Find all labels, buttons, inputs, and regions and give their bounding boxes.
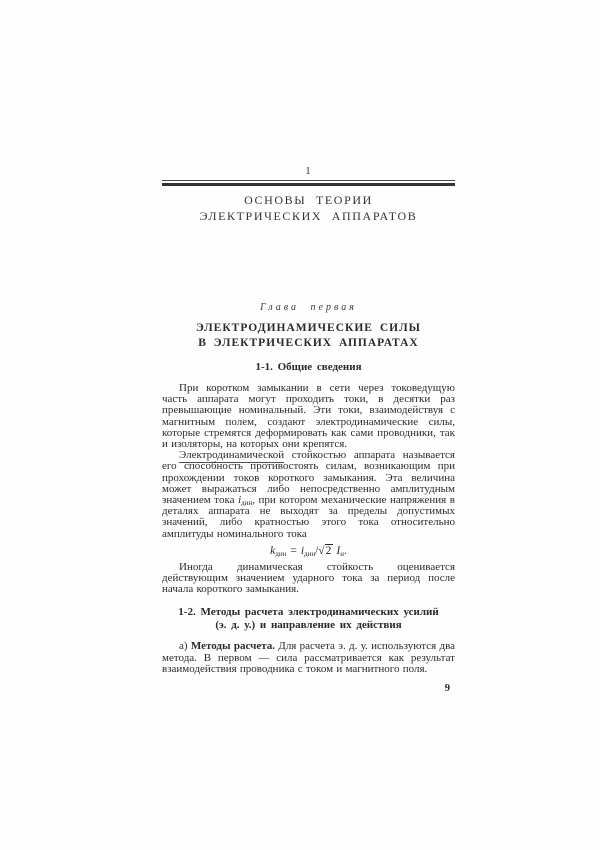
radical-sign: √ [318,544,325,557]
formula-period: . [343,544,347,557]
division-slash: / [315,544,319,557]
header-rule-thin [162,180,455,181]
formula-k-base: k [270,544,276,557]
inline-variable-i-din-base: i [238,494,242,507]
formula-i-base: i [300,544,305,557]
formula-i-sub: дин [304,549,316,558]
chapter-title-line-2: В ЭЛЕКТРИЧЕСКИХ АППАРАТАХ [198,337,419,349]
bold-run-in-heading: Методы расчета. [190,640,276,653]
paragraph-short-circuit-forces: При коротком замыкании в сети через токоведущую часть аппарата могут проходить токи, в десятки раз превышающие номинальный. Эти токи, взаимодействуя с магнитным полем, создают электродинамические силы, которые стремятся деформировать как сами проводники, так и изоляторы, на которых они крепятся. [162,382,455,451]
page-number: 9 [444,683,450,695]
paragraph-rms-estimation: Иногда динамическая стойкость оценивается действующим значением ударного тока за период после начала короткого замыкания. [162,560,455,596]
radicand: 2 [325,544,332,557]
formula-I-sub: н [340,549,344,558]
section-1-2-heading-line-1: 1-2. Методы расчета электродинамических усилий [178,606,439,619]
chapter-title-line-1: ЭЛЕКТРОДИНАМИЧЕСКИЕ СИЛЫ [196,322,421,334]
formula-I-base: I [336,544,341,557]
book-title-line-2: ЭЛЕКТРИЧЕСКИХ АППАРАТОВ [199,209,418,223]
part-number: 1 [305,166,312,177]
list-marker-a: а) [179,640,191,653]
formula-k-sub: дин [275,549,287,558]
book-title [162,192,455,224]
section-1-2-heading-line-2: (э. д. у.) и направление их действия [215,619,402,632]
book-title-line-1: ОСНОВЫ ТЕОРИИ [244,193,373,207]
paragraph-dynamic-stability [162,450,455,540]
chapter-label: Глава первая [260,302,357,313]
paragraph-dynamic-stability-mid: стойкостью аппарата называется его способность противостоять силам, возникающим при прохождении токов короткого замыкания. Эта величина может выражаться либо непосредственно амплитудным значением тока [162,449,455,507]
paragraph-calculation-methods [162,641,455,675]
underlined-term: Электродинамической [179,449,285,462]
formula-dynamic-stability-coefficient [162,544,455,559]
section-1-2-heading [162,606,455,632]
inline-variable-i-din-sub: дин [241,499,253,508]
paragraph-calculation-methods-rest: Для расчета э. д. у. используются два метода. В первом — сила рассматривается как результат взаимодействия проводника с током и магнитного поля. [162,640,455,675]
header-rule-thick [162,183,455,186]
equals-sign: = [290,544,297,557]
paragraph-dynamic-stability-end: , при котором механические напряжения в деталях аппарата не выходят за пределы допустимых значений, либо кратностью этого тока относительно амплитуды номинального тока [162,494,456,540]
content-column [162,166,455,694]
chapter-title [162,321,455,351]
section-1-1-heading: 1-1. Общие сведения [255,361,362,373]
